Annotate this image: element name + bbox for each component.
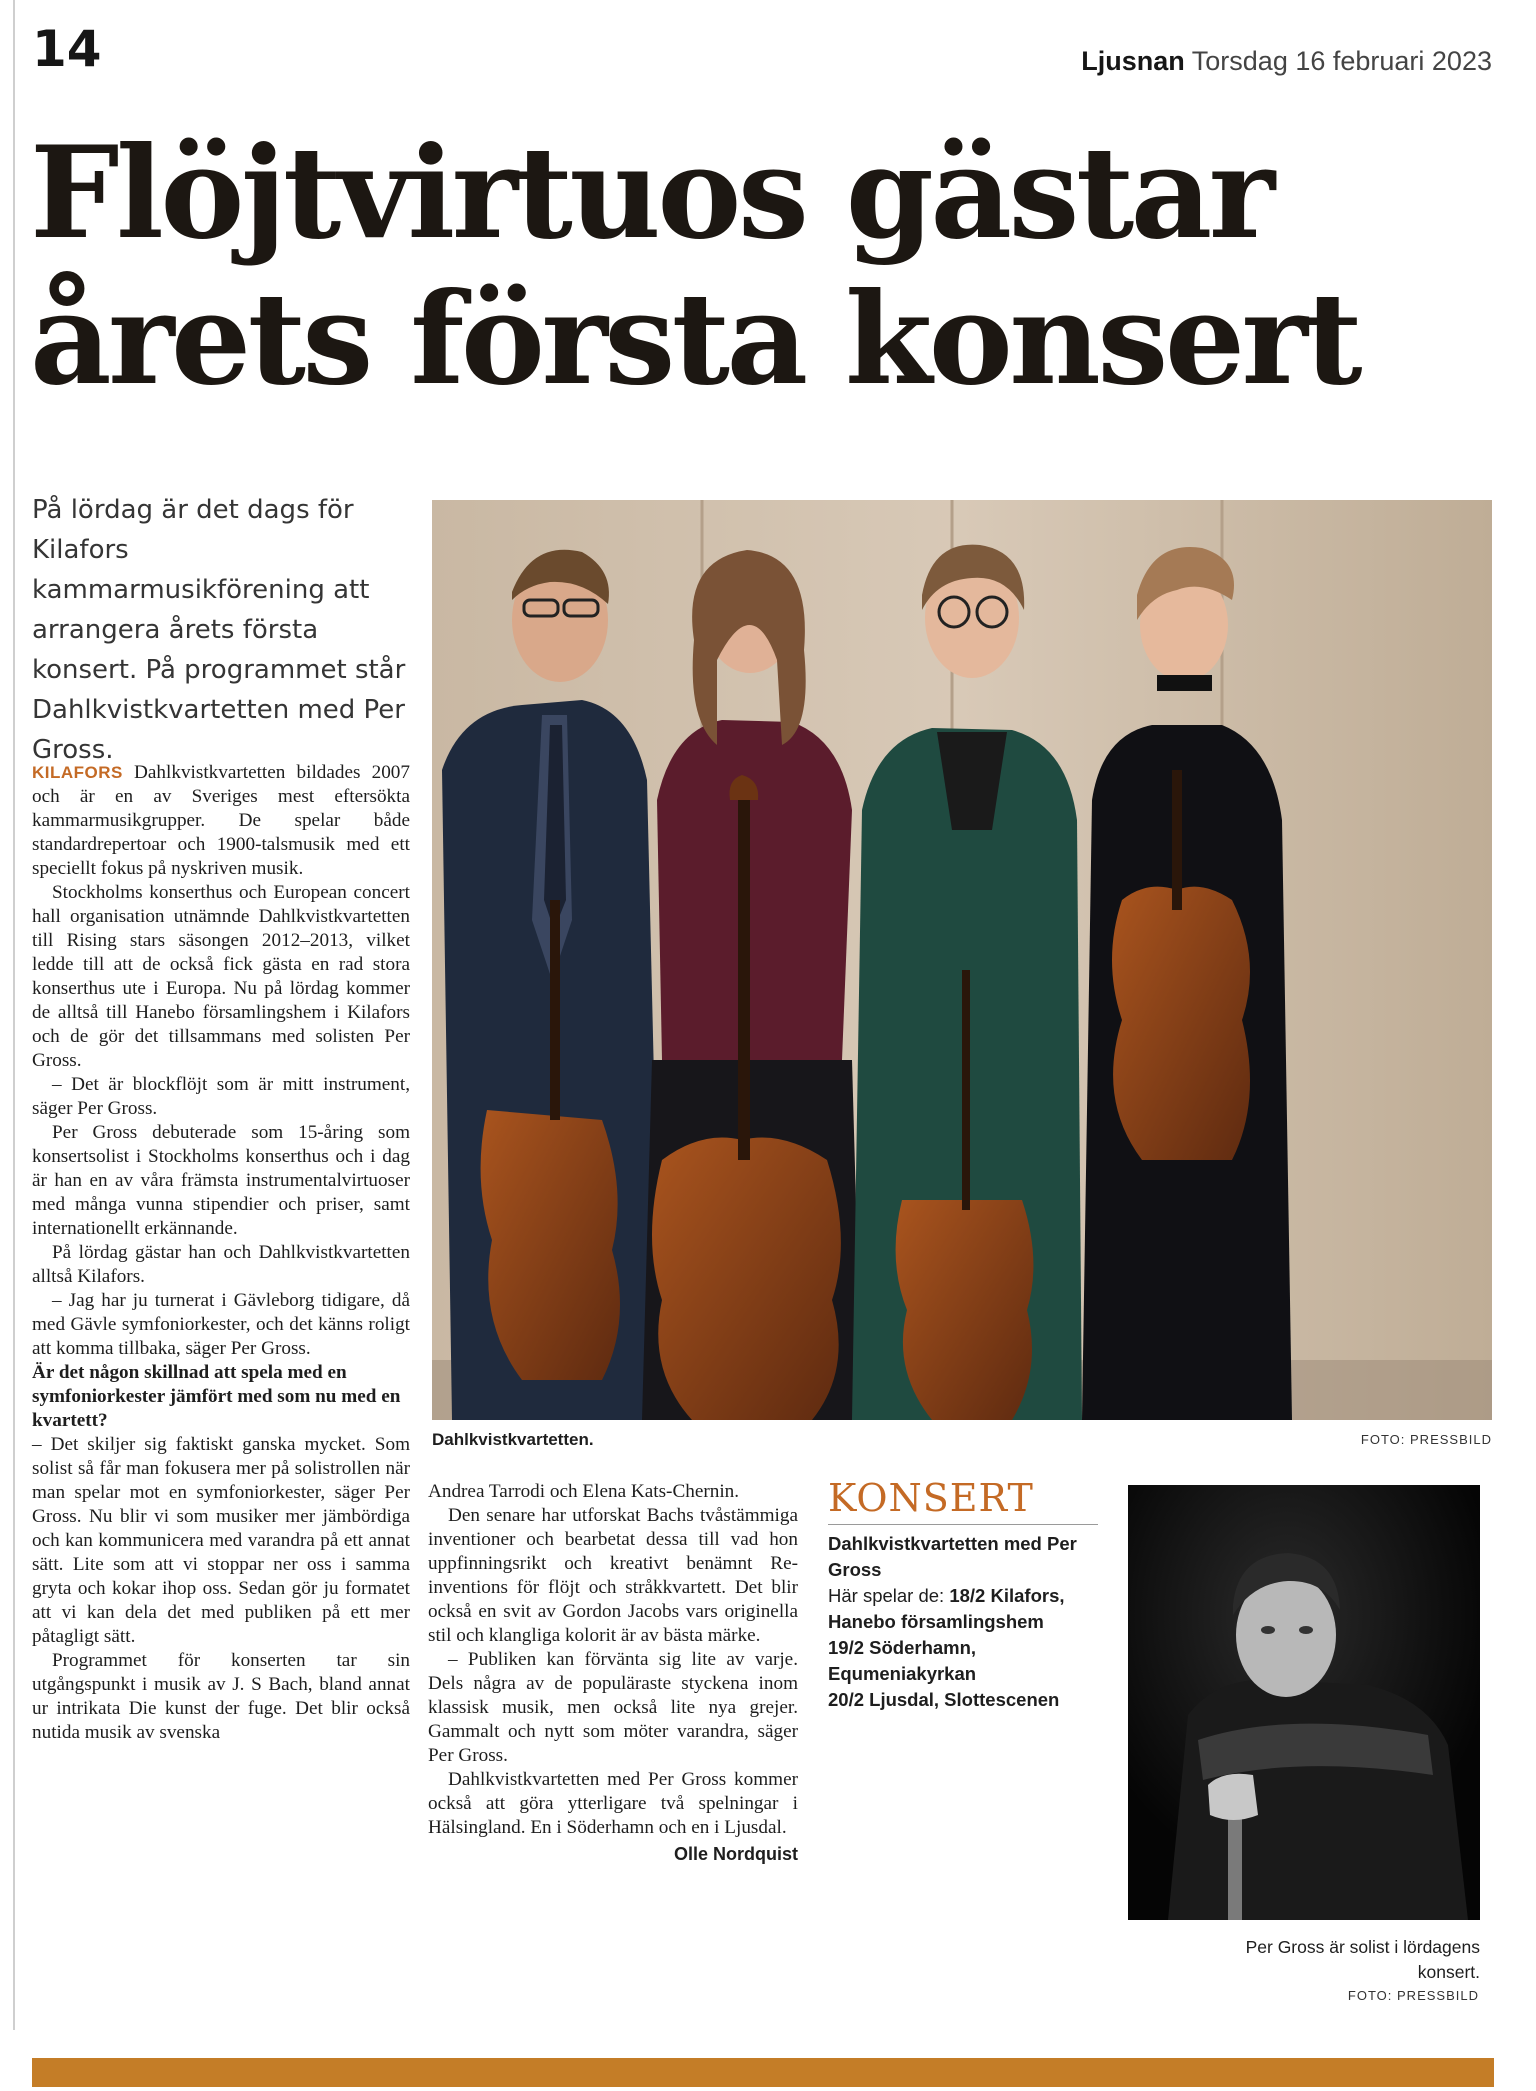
page-number: 14 (32, 20, 102, 78)
bottom-accent-bar (32, 2058, 1494, 2087)
factbox-heading: Dahlkvistkvartetten med Per Gross (828, 1533, 1077, 1580)
factbox-lead: Här spelar de: (828, 1585, 945, 1606)
per-gross-photo-credit: FOTO: PRESSBILD (1347, 1988, 1479, 2003)
factbox-date-2: 19/2 Söderhamn, Equmeniakyrkan (828, 1637, 977, 1684)
article-paragraph: Programmet för konserten tar sin utgångspunkt i musik av J. S Bach, bland annat ur intrikata Die kunst der fuge. Det blir också nutida musik av svenska (32, 1650, 410, 1743)
factbox-body (828, 1531, 1098, 1713)
quartet-photo-caption: Dahlkvistkvartetten. (432, 1430, 594, 1449)
article-paragraph: Den senare har utforskat Bachs tvåstämmiga inventioner och bearbetat dessa till vad hon uppfinningsrikt och kreativt benämnt Re-inventions för flöjt och stråkkvartett. Det blir också en svit av Gordon Jacobs vars originella stil och klangliga kolorit är av bästa märke. (428, 1505, 798, 1646)
concert-factbox (828, 1476, 1098, 1713)
quote-paragraph: – Det är blockflöjt som är mitt instrument, säger Per Gross. (32, 1074, 410, 1119)
quartet-photo-credit: FOTO: PRESSBILD (1360, 1432, 1492, 1447)
issue-date: Torsdag 16 februari 2023 (1191, 46, 1492, 76)
headline (30, 120, 1510, 412)
article-column-2 (428, 1480, 798, 1866)
article-text: Dahlkvistkvartetten bildades 2007 och är en av Sveriges mest eftersökta kammarmusikgrupper. De spelar både standardrepertoar och 1900-talsmusik med ett speciellt fokus på nyskriven musik. (32, 762, 410, 879)
article-paragraph (32, 761, 410, 881)
headline-line-2: årets första konsert (30, 265, 1360, 413)
byline: Olle Nordquist (673, 1844, 798, 1864)
quote-paragraph: – Publiken kan förvänta sig lite av varje. Dels några av de populäraste styckena inom klassisk musik, men också lite nya grejer. Gammalt och nytt som möter varandra, säger Per Gross. (428, 1649, 798, 1766)
per-gross-photo-caption: Per Gross är solist i lördagens konsert. (1245, 1937, 1480, 1982)
interview-question: Är det någon skillnad att spela med en symfoniorkester jämfört med som nu med en kvartett? (32, 1362, 401, 1431)
headline-line-1: Flöjtvirtuos gästar (30, 119, 1272, 267)
quartet-photo (432, 500, 1492, 1420)
page-header-meta (1081, 46, 1492, 77)
article-paragraph: Dahlkvistkvartetten med Per Gross kommer också att göra ytterligare två spelningar i Hälsingland. En i Söderhamn och en i Ljusdal. (428, 1769, 798, 1838)
newspaper-name: Ljusnan (1081, 46, 1185, 76)
quote-paragraph: – Jag har ju turnerat i Gävleborg tidigare, då med Gävle symfoniorkester, och det känns roligt att komma tillbaka, säger Per Gross. (32, 1290, 410, 1359)
article-paragraph: Andrea Tarrodi och Elena Kats-Chernin. (428, 1481, 740, 1502)
article-paragraph: Stockholms konserthus och European concert hall organisation utnämnde Dahlkvistkvartetten till Rising stars säsongen 2012–2013, vilket ledde till att de också fick gästa en rad stora konserthus ute i Europa. Nu på lördag kommer de alltså till Hanebo församlingshem i Kilafors och de gör det tillsammans med solisten Per Gross. (32, 882, 410, 1071)
article-column-1 (32, 761, 410, 1745)
quote-paragraph: – Det skiljer sig faktiskt ganska mycket. Som solist så får man fokusera mer på solistrollen när man spelar mot en symfoniorkester, säger Per Gross. Nu blir vi som musiker mer jämbördiga och kan kommunicera med varandra på ett annat sätt. Lite som att vi stoppar ner oss i samma gryta och kokar ihop oss. Sedan gör ju formatet att vi kan dela det med publiken på ett mer påtagligt sätt. (32, 1434, 410, 1647)
factbox-date-1: 18/2 Kilafors, Hanebo församlingshem (828, 1585, 1065, 1632)
factbox-date-3: 20/2 Ljusdal, Slottescenen (828, 1689, 1060, 1710)
page-margin-rule (13, 0, 15, 2030)
ingress: På lördag är det dags för Kilafors kammarmusikförening att arrangera årets första konsert. På programmet står Dahlkvistkvartetten med Per Gross. (32, 495, 406, 765)
per-gross-photo (1128, 1485, 1480, 1920)
article-paragraph: På lördag gästar han och Dahlkvistkvartetten alltså Kilafors. (32, 1242, 410, 1287)
dateline: KILAFORS (32, 763, 123, 782)
factbox-title: KONSERT (828, 1476, 1098, 1525)
article-paragraph: Per Gross debuterade som 15-åring som konsertsolist i Stockholms konserthus och i dag är han en av våra främsta instrumentalvirtuoser med många vunna stipendier och priser, samt internationellt erkännande. (32, 1122, 410, 1239)
